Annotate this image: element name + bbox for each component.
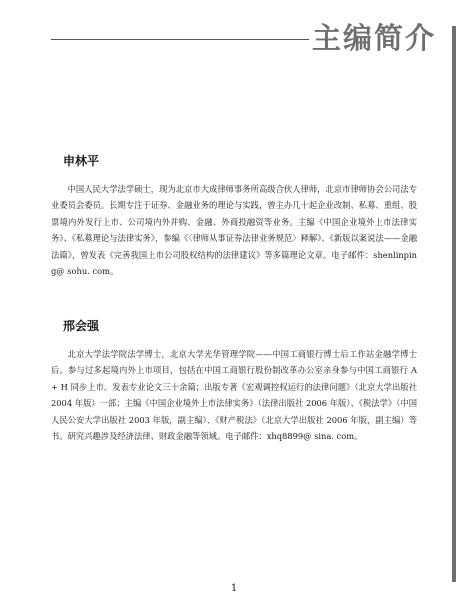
author-name: 申林平 bbox=[63, 154, 100, 168]
author-name: 邢会强 bbox=[63, 319, 100, 333]
author-section-2 bbox=[51, 317, 417, 444]
author-bio: 北京大学法学院法学博士，北京大学光华管理学院——中国工商银行博士后工作站金融学博士后。参与过多起境内外上市项目，包括在中国工商银行股份制改革办公室亲身参与中国工商银行 A + H 同步上市。发表专业论文三十余篇；出版专著《宏观调控权运行的法律问题》（北京大学出版社 2004 年版）一部；主编《中国企业境外上市法律实务》（法律出版社 2006 年版）、《税法学》（中国人民公安大学出版社 2003 年版，副主编）、《财产税法》（北京大学出版社 2006 年版，副主编）等书。研究兴趣涉及经济法律、财政金融等领域。电子邮件：xhq8899@ sina. com。 bbox=[51, 349, 417, 442]
side-bar bbox=[452, 26, 456, 582]
author-section-1 bbox=[51, 152, 417, 279]
page-number: 1 bbox=[230, 583, 238, 594]
author-bio: 中国人民大学法学硕士，现为北京市大成律师事务所高级合伙人律师，北京市律师协会公司法专业委员会委员。长期专注于证券、金融业务的理论与实践，曾主办几十起企业改制、私募、重组、股票境内外发行上市、公司境内外并购、金融、外商投融资等业务。主编《中国企业境外上市法律实务》、《私募理论与法律实务》，参编《〈律师从事证券法律业务规范〉释解》、《新版以案说法——金融法篇》，曾发表《完善我国上市公司股权结构的法律建议》等多篇理论文章。电子邮件：shenlinping@ sohu. com。 bbox=[51, 184, 417, 277]
header-rule bbox=[51, 39, 309, 40]
page-title: 主编简介 bbox=[312, 21, 437, 55]
